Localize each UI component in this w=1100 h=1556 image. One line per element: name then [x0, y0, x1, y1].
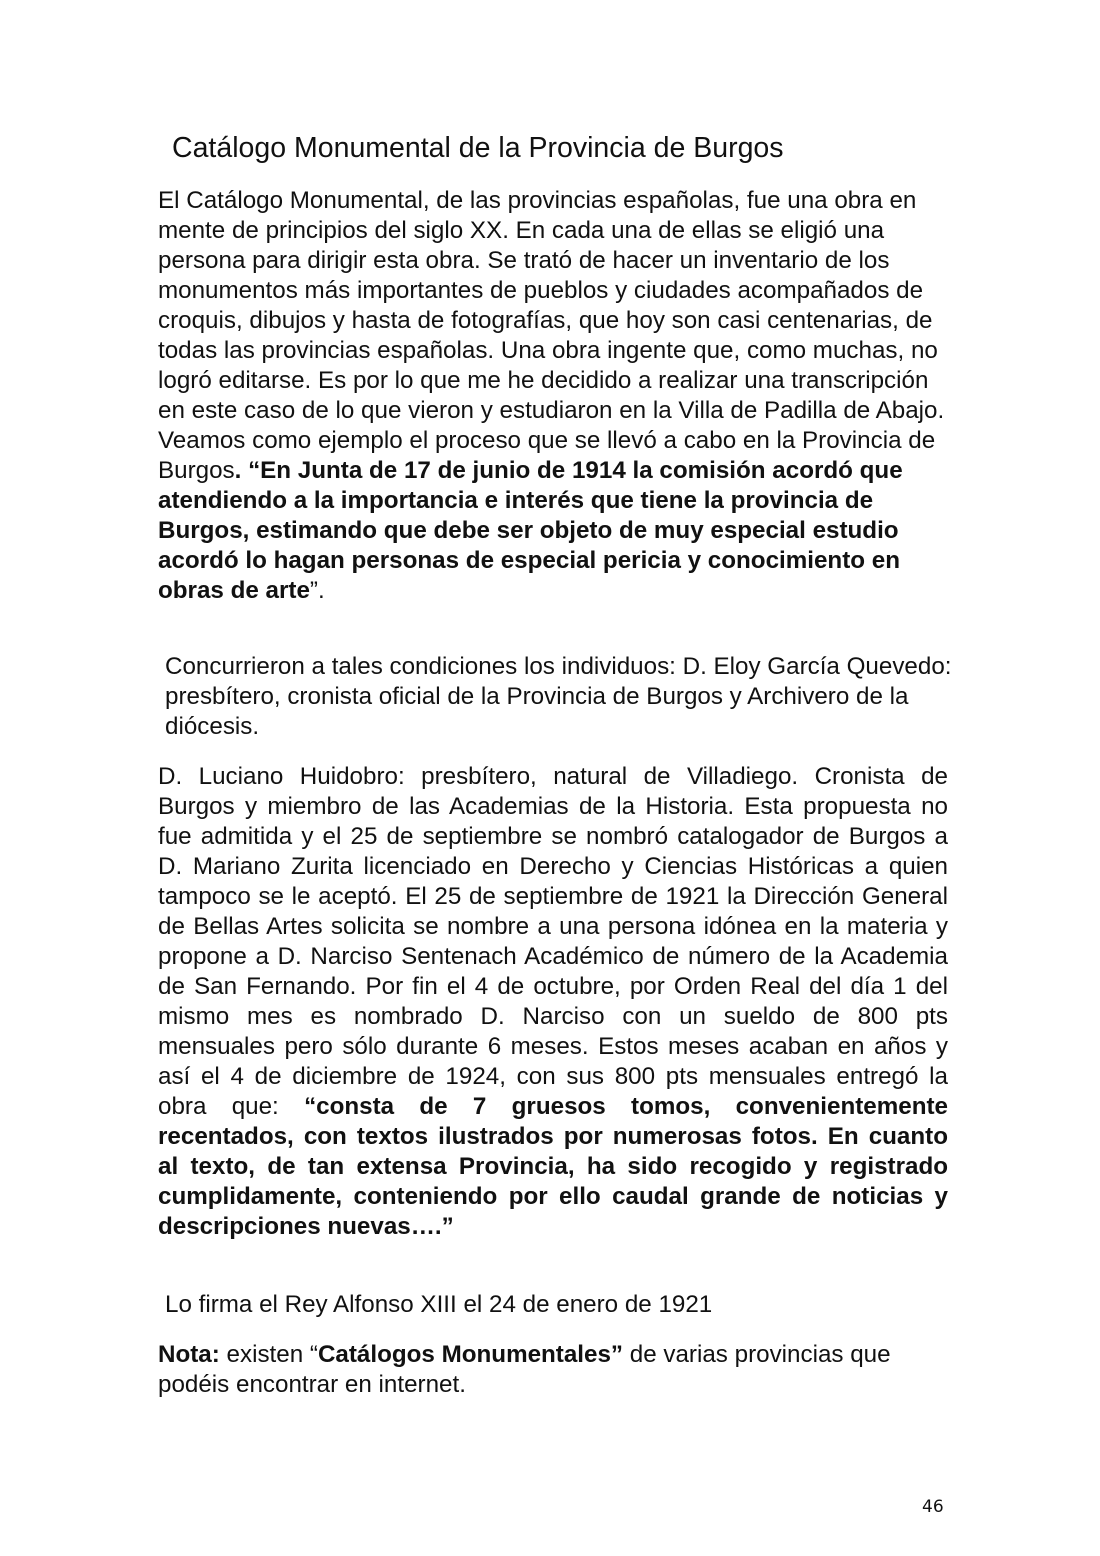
intro-text: El Catálogo Monumental, de las provincias españolas, fue una obra en mente de principios del siglo XX. En cada una de ellas se eligió una persona para dirigir esta obra. Se trató de hacer un inventario de los monumentos más importantes de pueblos y ciudades acompañados de croquis, dibujos y hasta de fotografías, que hoy son casi centenarias, de todas las provincias españolas. Una obra ingente que, como muchas, no logró editarse. Es por lo que me he decidido a realizar una transcripción en este caso de lo que vieron y estudiaron en la Villa de Padilla de Abajo. Veamos como ejemplo el proceso que se llevó a cabo en la Provincia de Burgos — [158, 187, 945, 484]
individuals-paragraph: Concurrieron a tales condiciones los individuos: D. Eloy García Quevedo: presbítero, cronista oficial de la Provincia de Burgos y Archivero de la diócesis. — [165, 653, 952, 740]
intro-paragraph — [158, 186, 948, 606]
quote-closing: ”. — [309, 577, 325, 604]
note-text-before: existen “ — [219, 1341, 318, 1368]
note-paragraph — [158, 1340, 948, 1400]
junta-quote: . “En Junta de 17 de junio de 1914 la comisión acordó que atendiendo a la importancia e interés que tiene la provincia de Burgos, estimando que debe ser objeto de muy especial estudio acordó lo hagan personas de especial pericia y conocimiento en obras de arte — [158, 457, 903, 604]
note-label: Nota: — [158, 1341, 220, 1368]
page-title: Catálogo Monumental de la Provincia de Burgos — [172, 132, 784, 164]
note-text-after: de varias provincias que podéis encontrar en internet. — [158, 1341, 891, 1398]
signature-paragraph: Lo firma el Rey Alfonso XIII el 24 de enero de 1921 — [165, 1291, 713, 1318]
huidobro-text: D. Luciano Huidobro: presbítero, natural de Villadiego. Cronista de Burgos y miembro de las Academias de la Historia. Esta propuesta no fue admitida y el 25 de septiembre se nombró catalogador de Burgos a D. Mariano Zurita licenciado en Derecho y Ciencias Históricas a quien tampoco se le aceptó. El 25 de septiembre de 1921 la Dirección General de Bellas Artes solicita se nombre a una persona idónea en la materia y propone a D. Narciso Sentenach Académico de número de la Academia de San Fernando. Por fin el 4 de octubre, por Orden Real del día 1 del mismo mes es nombrado D. Narciso con un sueldo de 800 pts mensuales pero sólo durante 6 meses. Estos meses acaban en años y así el 4 de diciembre de 1924, con sus 800 pts mensuales entregó la obra que: — [158, 763, 948, 1120]
tomos-quote: “consta de 7 gruesos tomos, convenientemente recentados, con textos ilustrados por numerosas fotos. En cuanto al texto, de tan extensa Provincia, ha sido recogido y registrado cumplidamente, conteniendo por ello caudal grande de noticias y descripciones nuevas….” — [158, 1093, 948, 1240]
note-bold-term: Catálogos Monumentales” — [317, 1341, 624, 1368]
huidobro-paragraph — [158, 762, 948, 1242]
page-number: 46 — [922, 1497, 944, 1517]
